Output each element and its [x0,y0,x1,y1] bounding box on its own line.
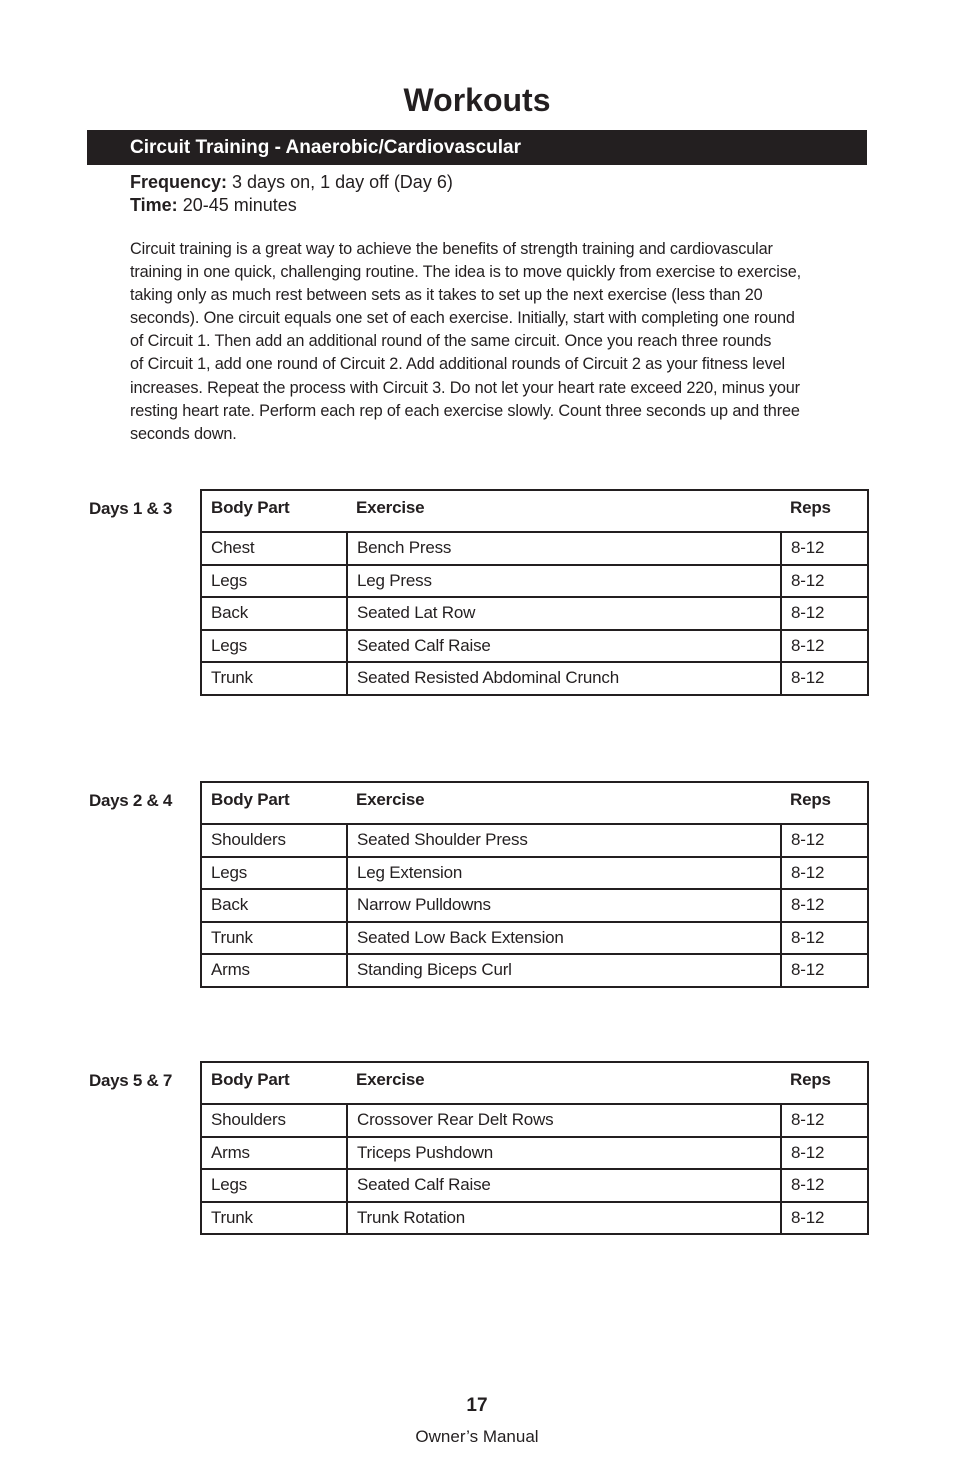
header-exercise: Exercise [347,1062,781,1104]
exercise-cell: Narrow Pulldowns [347,889,781,922]
header-exercise: Exercise [347,490,781,532]
table-header-row [201,782,868,824]
days-label: Days 2 & 4 [89,791,172,810]
footer-text: Owner’s Manual [415,1427,539,1446]
exercise-cell: Seated Shoulder Press [347,824,781,857]
intro-line: increases. Repeat the process with Circuit 3. Do not let your heart rate exceed 220, minus your [130,378,800,397]
table-header-row [201,1062,868,1104]
section-header-bar: Circuit Training - Anaerobic/Cardiovascular [87,130,867,165]
body-part-cell: Back [201,597,347,630]
header-exercise: Exercise [347,782,781,824]
table-row [201,1202,868,1235]
time-line [130,194,297,217]
exercise-cell: Seated Low Back Extension [347,922,781,955]
table-row [201,889,868,922]
reps-cell: 8-12 [781,922,868,955]
reps-cell: 8-12 [781,1137,868,1170]
exercise-cell: Seated Lat Row [347,597,781,630]
reps-cell: 8-12 [781,630,868,663]
frequency-value: 3 days on, 1 day off (Day 6) [227,172,453,192]
exercise-cell: Seated Resisted Abdominal Crunch [347,662,781,695]
header-reps: Reps [781,490,868,532]
reps-cell: 8-12 [781,1169,868,1202]
exercise-cell: Leg Extension [347,857,781,890]
table-row [201,532,868,565]
header-body-part: Body Part [201,1062,347,1104]
exercise-cell: Seated Calf Raise [347,1169,781,1202]
table-row [201,630,868,663]
exercise-cell: Triceps Pushdown [347,1137,781,1170]
table-row [201,662,868,695]
table-header-row [201,490,868,532]
header-body-part: Body Part [201,782,347,824]
reps-cell: 8-12 [781,1202,868,1235]
body-part-cell: Shoulders [201,1104,347,1137]
table-row [201,954,868,987]
header-body-part: Body Part [201,490,347,532]
table-row [201,597,868,630]
intro-line: of Circuit 1, add one round of Circuit 2. Add additional rounds of Circuit 2 as your fitness level [130,355,786,374]
intro-line: Circuit training is a great way to achieve the benefits of strength training and cardiovascular [130,240,773,258]
body-part-cell: Trunk [201,662,347,695]
header-reps: Reps [781,782,868,824]
frequency-line [130,171,453,194]
exercise-cell: Bench Press [347,532,781,565]
header-reps: Reps [781,1062,868,1104]
exercise-cell: Trunk Rotation [347,1202,781,1235]
exercise-cell: Standing Biceps Curl [347,954,781,987]
exercise-cell: Seated Calf Raise [347,630,781,663]
days-label: Days 1 & 3 [89,499,172,518]
reps-cell: 8-12 [781,1104,868,1137]
body-part-cell: Legs [201,1169,347,1202]
intro-line: seconds). One circuit equals one set of each exercise. Initially, start with completing one round [130,309,795,328]
exercise-cell: Leg Press [347,565,781,598]
time-label: Time: [130,195,178,215]
body-part-cell: Back [201,889,347,922]
reps-cell: 8-12 [781,565,868,598]
intro-paragraph [130,238,870,446]
time-value: 20-45 minutes [177,195,297,215]
body-part-cell: Shoulders [201,824,347,857]
body-part-cell: Arms [201,1137,347,1170]
table-row [201,1104,868,1137]
intro-line: taking only as much rest between sets as it takes to set up the next exercise (less than 20 [130,286,763,305]
days-label: Days 5 & 7 [89,1071,172,1090]
table-row [201,857,868,890]
body-part-cell: Arms [201,954,347,987]
intro-line: seconds down. [130,424,237,443]
table-row [201,565,868,598]
reps-cell: 8-12 [781,662,868,695]
frequency-label: Frequency: [130,172,228,192]
exercise-cell: Crossover Rear Delt Rows [347,1104,781,1137]
reps-cell: 8-12 [781,824,868,857]
body-part-cell: Trunk [201,1202,347,1235]
table-row [201,1137,868,1170]
workout-table [200,781,869,988]
reps-cell: 8-12 [781,532,868,565]
reps-cell: 8-12 [781,857,868,890]
table-row [201,824,868,857]
body-part-cell: Trunk [201,922,347,955]
table-row [201,922,868,955]
body-part-cell: Legs [201,565,347,598]
reps-cell: 8-12 [781,597,868,630]
body-part-cell: Legs [201,630,347,663]
body-part-cell: Chest [201,532,347,565]
workout-table [200,1061,869,1235]
page-number: 17 [466,1395,488,1416]
reps-cell: 8-12 [781,889,868,922]
body-part-cell: Legs [201,857,347,890]
reps-cell: 8-12 [781,954,868,987]
intro-line: of Circuit 1. Then add an additional round of the same circuit. Once you reach three rounds [130,332,772,351]
intro-line: training in one quick, challenging routine. The idea is to move quickly from exercise to exercise, [130,263,801,282]
intro-line: resting heart rate. Perform each rep of each exercise slowly. Count three seconds up and three [130,401,800,420]
page-title: Workouts [403,82,551,118]
table-row [201,1169,868,1202]
workout-table [200,489,869,696]
